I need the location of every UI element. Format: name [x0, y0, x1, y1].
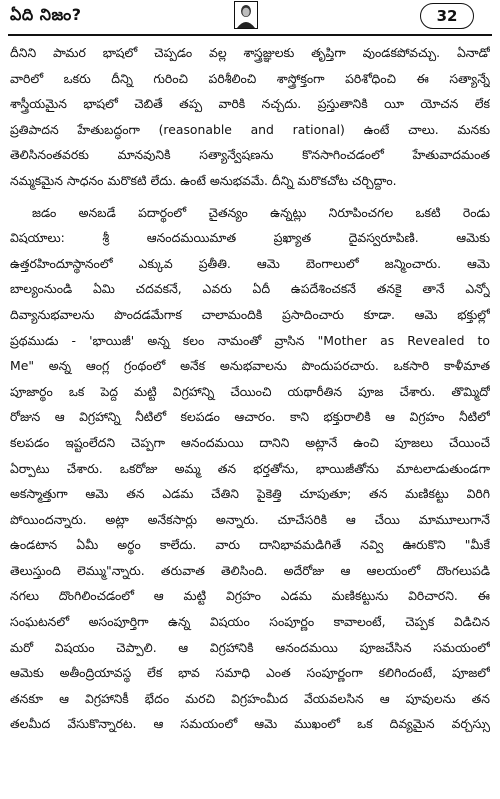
text-line: తలమీద వేసుకొన్నారట. ఆ సమయంలో ఆమె ముఖంలో ఒక దివ్యమైన వర్చస్సు [10, 716, 490, 732]
text-line: నమ్మకమైన సాధనం మరొకటి లేదు. ఉంటే అనుభవమే. దీన్ని మరొకచోట చర్చిద్దాం. [10, 172, 397, 188]
text-line: అకస్మాత్తుగా ఆమె తన ఎడమ చేతిని పైకెత్తి చూపుతూ; తన మణికట్టు విరిగి [10, 486, 490, 502]
text-line: పూజార్థం ఒక పెద్ద మట్టి విగ్రహాన్ని చేయించి యథారీతిన పూజ చేశారు. తొమ్మిదో [10, 383, 490, 399]
text-line: పోయిందన్నారు. అట్లా అనేకసార్లు అన్నారు. చూచేసరికి ఆ చేయి మామూలుగానే [10, 511, 490, 527]
text-line: విషయాలు: శ్రీ ఆనందమయిమాత ప్రఖ్యాత దైవస్వరూపిణి. ఆమెకు [10, 230, 490, 246]
text-line: వారిలో ఒకరు దీన్ని గురించి పరిశీలించి శాస్త్రోక్తంగా పరిశోధించి ఈ సత్యాన్నే [10, 70, 490, 86]
text-line: దివ్యానుభవాలను పొందడమేగాక చాలామందికి ప్రసాదించారు కూడా. ఆమె భక్తుల్లో [10, 306, 490, 322]
text-line: రోజున ఆ విగ్రహాన్ని నీటిలో కలపడం ఆచారం. కాని భక్తురాలికి ఆ విగ్రహం నీటిలో [10, 409, 490, 425]
text-line: Me" అన్న ఆంగ్ల గ్రంథంలో అనేక అనుభవాలను పొందుపరచారు. ఒకసారి కాళీమాత [10, 358, 490, 374]
author-portrait-icon [234, 1, 258, 29]
running-title: ఏది నిజం? [10, 5, 82, 24]
text-line: జడం అనబడే పదార్థంలో చైతన్యం ఉన్నట్లు నిరూపించగల ఒకటి రెండు [32, 204, 490, 220]
text-line: ఉత్తరహిందూస్థానంలో ఎక్కువ ప్రతీతి. ఆమె బెంగాలులో జన్మించారు. ఆమె [10, 255, 490, 271]
text-line: ప్రథముడు - 'భాయిజీ' అన్న కలం నామంతో వ్రాసిన "Mother as Revealed to [10, 332, 490, 348]
paragraph-1 [10, 40, 490, 194]
text-line: నగలు దొంగిలించడంలో ఆ మట్టి విగ్రహం ఎడమ మణికట్టును విరిచారని. ఈ [10, 588, 490, 604]
text-line: కలపడం ఇష్టంలేదని చెప్పగా ఆనందమయి దానిని అట్లానే ఉంచి పూజలు చేయించే [10, 434, 490, 450]
text-line: ప్రతిపాదన హేతుబద్ధంగా (reasonable and rational) ఉంటే చాలు. మనకు [10, 121, 490, 137]
text-line: సంఘటనలో అసంపూర్తిగా ఉన్న విషయం సంపూర్ణం కావాలంటే, చెప్పక విడిచిన [10, 614, 490, 630]
text-line: బాల్యంనుండి ఏమి చదవకనే, ఎవరు ఏదీ ఉపదేశించకనే తనకై తానే ఎన్నో [10, 281, 490, 297]
text-line: ఆమెకు అతీంద్రియావస్థ లేక భావ సమాధి ఎంత సంపూర్ణంగా కలిగిందంటే, పూజలో [10, 665, 490, 681]
text-line: దీనిని పామర భాషలో చెప్పడం వల్ల శాస్త్రజ్ఞులకు తృప్తిగా వుండకపోవచ్చు. ఏనాడో [10, 45, 490, 60]
text-line: తెలుస్తుంది లెమ్ము"న్నారు. తరువాత తెలిసింది. అదేరోజు ఆ ఆలయంలో దొంగలుపడి [10, 562, 490, 578]
paragraph-2 [10, 200, 490, 737]
body-text [10, 40, 490, 737]
page-header [8, 0, 492, 36]
page-number: 32 [420, 3, 474, 29]
text-line: తెలిసినంతవరకు మానవునికి సత్యాన్వేషణను కొనసాగించడంలో హేతువాదమంత [10, 147, 490, 163]
text-line: ఏర్పాటు చేశారు. ఒకరోజు అమ్మ తన భర్తతోను, భాయిజీతోను మాటలాడుతుండగా [10, 460, 490, 476]
text-line: ఉండటాన ఏమీ అర్థం కాలేదు. వారు దానిభావమడిగితే నవ్వి ఊరుకొని "మీకే [10, 537, 490, 553]
text-line: తనకూ ఆ విగ్రహానికీ భేదం మరచి విగ్రహంమీద వేయవలసిన ఆ పూవులను తన [10, 690, 490, 706]
text-line: శాస్త్రీయమైన భాషలో చెబితే తప్ప వారికి నచ్చదు. ప్రస్తుతానికి యీ యోచన లేక [10, 96, 490, 112]
text-line: మరో విషయం చెప్పాలి. ఆ విగ్రహానికి ఆనందమయి పూజచేసిన సమయంలో [10, 639, 490, 655]
